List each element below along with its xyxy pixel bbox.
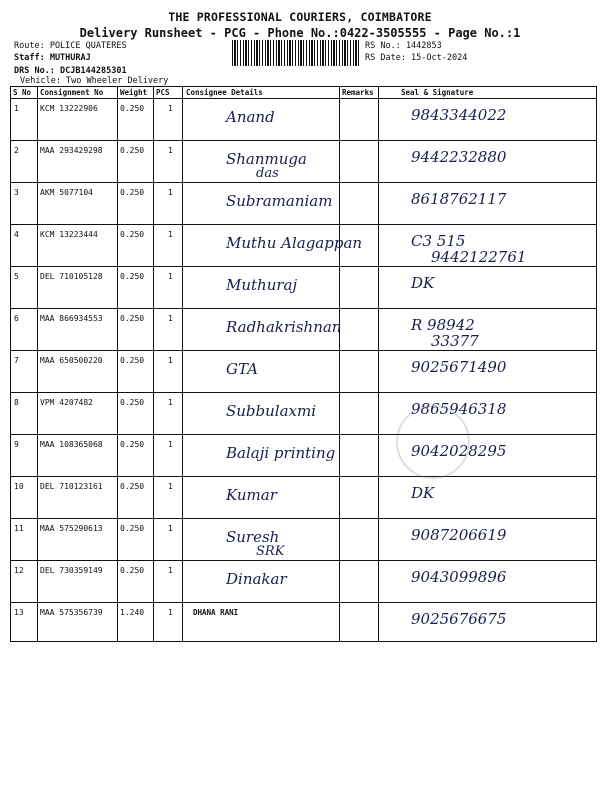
col-header-sno: S No [13,88,32,97]
row-pcs: 1 [168,314,173,323]
rs-date: RS Date: 15-Oct-2024 [365,53,468,63]
row-weight: 1.240 [120,608,145,617]
row-divider [11,602,596,603]
row-signature: 9865946318 [411,400,507,418]
row-weight: 0.250 [120,356,145,365]
col-divider [182,87,183,641]
row-pcs: 1 [168,272,173,281]
col-header-consignment: Consignment No [40,88,104,97]
row-sno: 11 [14,524,24,533]
row-divider [11,266,596,267]
row-sno: 4 [14,230,19,239]
row-consignment-no: MAA 293429298 [40,146,103,155]
row-signature: 9843344022 [411,106,507,124]
row-divider [11,476,596,477]
row-consignment-no: VPM 4207482 [40,398,93,407]
row-pcs: 1 [168,230,173,239]
col-header-pcs: PCS [156,88,170,97]
row-weight: 0.250 [120,440,145,449]
row-signature: 9087206619 [411,526,507,544]
row-pcs: 1 [168,524,173,533]
row-signature-line2: 33377 [431,332,479,350]
row-consignee: Suresh [226,528,280,546]
row-divider [11,308,596,309]
row-sno: 10 [14,482,24,491]
staff-label: Staff: MUTHURAJ [14,53,91,63]
row-weight: 0.250 [120,146,145,155]
row-sno: 3 [14,188,19,197]
row-consignee: Radhakrishnan [226,318,342,336]
row-pcs: 1 [168,104,173,113]
rs-number: RS No.: 1442853 [365,41,442,51]
row-signature: DK [411,484,435,502]
row-sno: 8 [14,398,19,407]
col-header-remarks: Remarks [342,88,374,97]
row-consignee: Kumar [226,486,277,504]
row-consignment-no: AKM 5077104 [40,188,93,197]
drs-number: DRS No.: DCJB144285301 [14,66,127,76]
row-signature: 9025671490 [411,358,507,376]
row-consignment-no: MAA 108365068 [40,440,103,449]
row-signature: 8618762117 [411,190,507,208]
col-header-consignee: Consignee Details [186,88,263,97]
col-header-weight: Weight [120,88,148,97]
row-weight: 0.250 [120,230,145,239]
row-weight: 0.250 [120,188,145,197]
row-sno: 13 [14,608,24,617]
row-sno: 2 [14,146,19,155]
row-pcs: 1 [168,146,173,155]
row-weight: 0.250 [120,524,145,533]
row-pcs: 1 [168,482,173,491]
row-weight: 0.250 [120,482,145,491]
row-sno: 12 [14,566,24,575]
col-divider [339,87,340,641]
row-consignment-no: KCM 13222906 [40,104,98,113]
row-consignee: Shanmuga [226,150,307,168]
row-signature: 9043099896 [411,568,507,586]
row-consignee: Balaji printing [226,444,336,462]
row-consignee: Muthuraj [226,276,298,294]
col-divider [117,87,118,641]
row-divider [11,350,596,351]
barcode [232,40,360,66]
row-consignment-no: MAA 650500220 [40,356,103,365]
row-signature-line2: 9442122761 [431,248,527,266]
row-sno: 6 [14,314,19,323]
row-divider [11,224,596,225]
row-signature: 9042028295 [411,442,507,460]
col-divider [378,87,379,641]
row-weight: 0.250 [120,398,145,407]
row-consignment-no: MAA 575290613 [40,524,103,533]
row-pcs: 1 [168,440,173,449]
runsheet-table [10,86,597,642]
row-consignee: Anand [226,108,275,126]
runsheet-title: Delivery Runsheet - PCG - Phone No.:0422-3505555 - Page No.:1 [79,26,521,40]
row-consignee-line2: SRK [256,544,285,559]
row-weight: 0.250 [120,314,145,323]
row-weight: 0.250 [120,272,145,281]
company-stamp [396,405,470,479]
row-signature: 9442232880 [411,148,507,166]
row-divider [11,434,596,435]
row-consignee: Dinakar [226,570,287,588]
row-signature: DK [411,274,435,292]
row-consignee: Subramaniam [226,192,333,210]
row-weight: 0.250 [120,566,145,575]
row-sno: 7 [14,356,19,365]
row-consignment-no: KCM 13223444 [40,230,98,239]
route-label: Route: POLICE QUATERES [14,41,127,51]
row-divider [11,392,596,393]
row-weight: 0.250 [120,104,145,113]
vehicle-label: Vehicle: Two Wheeler Delivery [20,76,169,86]
row-consignee: Muthu Alagappan [226,234,363,252]
row-signature: 9025676675 [411,610,507,628]
row-sno: 1 [14,104,19,113]
row-signature: R 98942 [411,316,475,334]
col-divider [153,87,154,641]
row-signature: C3 515 [411,232,466,250]
row-consignee-line2: das [256,166,279,181]
col-header-signature: Seal & Signature [401,88,474,97]
row-divider [11,182,596,183]
row-pcs: 1 [168,188,173,197]
row-divider [11,518,596,519]
row-consignment-no: DEL 710123161 [40,482,103,491]
row-consignment-no: DEL 730359149 [40,566,103,575]
col-divider [37,87,38,641]
row-sno: 9 [14,440,19,449]
row-pcs: 1 [168,356,173,365]
row-pcs: 1 [168,608,173,617]
row-pcs: 1 [168,566,173,575]
row-consignee: DHANA RANI [193,608,239,617]
company-name: THE PROFESSIONAL COURIERS, COIMBATORE [168,10,432,24]
row-consignment-no: MAA 866934553 [40,314,103,323]
header-divider [11,98,596,99]
row-consignee: GTA [226,360,258,378]
row-divider [11,140,596,141]
row-consignee: Subbulaxmi [226,402,317,420]
row-pcs: 1 [168,398,173,407]
row-sno: 5 [14,272,19,281]
row-divider [11,560,596,561]
row-consignment-no: DEL 710105128 [40,272,103,281]
row-consignment-no: MAA 575356739 [40,608,103,617]
